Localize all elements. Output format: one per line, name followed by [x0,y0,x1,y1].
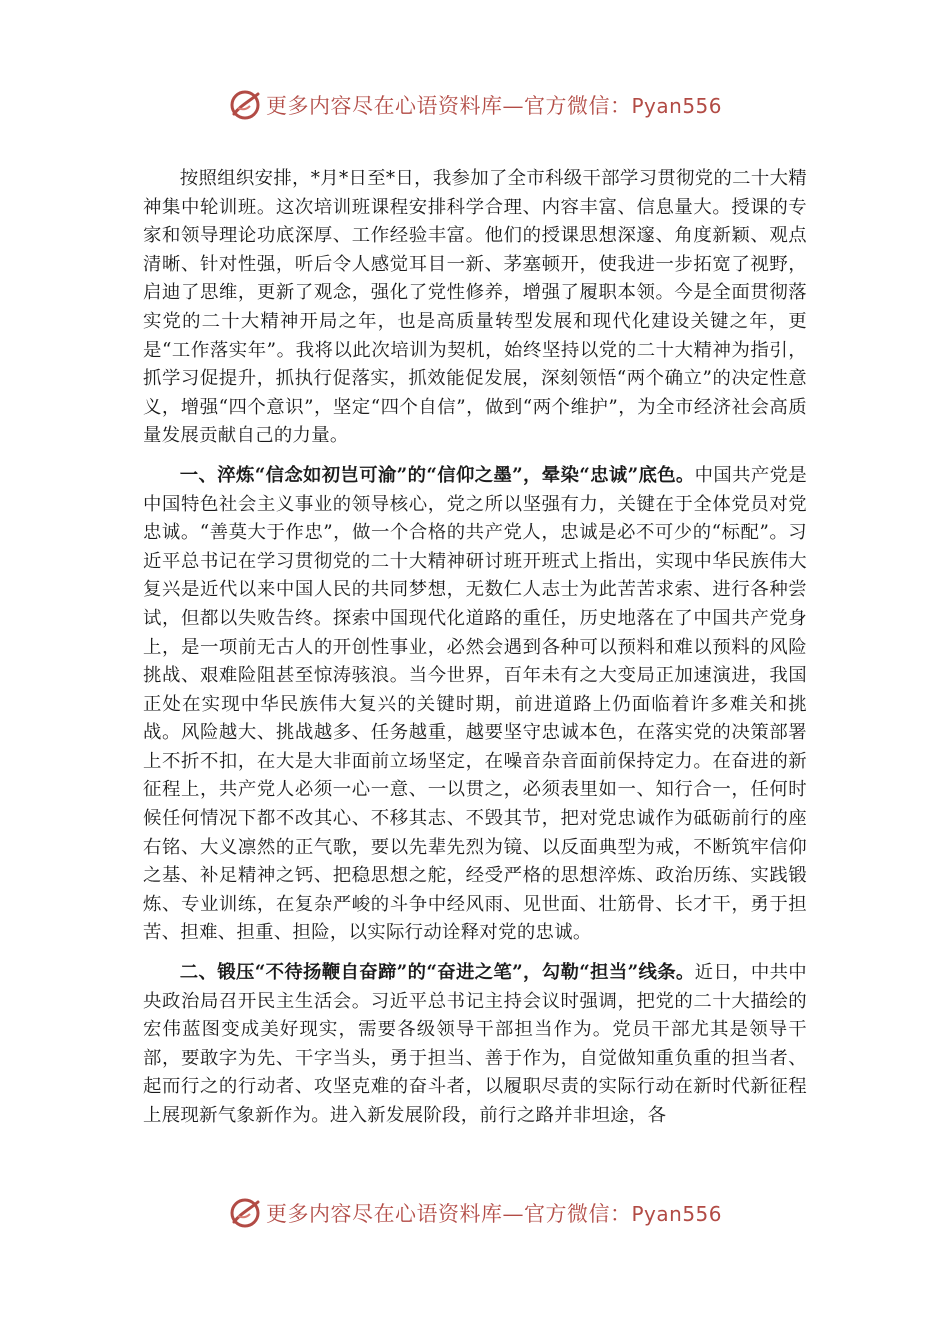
paragraph-text: 中国共产党是中国特色社会主义事业的领导核心，党之所以坚强有力，关键在于全体党员对党忠诚。“善莫大于作忠”，做一个合格的共产党人，忠诚是必不可少的“标配”。习近平总书记在学习贯彻党的二十大精神研讨班开班式上指出，实现中华民族伟大复兴是近代以来中国人民的共同梦想，无数仁人志士为此苦苦求索、进行各种尝试，但都以失败告终。探索中国现代化道路的重任，历史地落在了中国共产党身上，是一项前无古人的开创性事业，必然会遇到各种可以预料和难以预料的风险挑战、艰难险阻甚至惊涛骇浪。当今世界，百年未有之大变局正加速演进，我国正处在实现中华民族伟大复兴的关键时期，前进道路上仍面临着许多难关和挑战。风险越大、挑战越多、任务越重，越要坚守忠诚本色，在落实党的决策部署上不折不扣，在大是大非面前立场坚定，在噪音杂音面前保持定力。在奋进的新征程上，共产党人必须一心一意、一以贯之，必须表里如一、知行合一，任何时候任何情况下都不改其心、不移其志、不毁其节，把对党忠诚作为砥砺前行的座右铭、大义凛然的正气歌，要以先辈先烈为镜、以反面典型为戒，不断筑牢信仰之基、补足精神之钙、把稳思想之舵，经受严格的思想淬炼、政治历练、实践锻炼、专业训练，在复杂严峻的斗争中经风雨、见世面、壮筋骨、长才干，勇于担苦、担难、担重、担险，以实际行动诠释对党的忠诚。 [143,464,807,944]
header-banner [0,85,950,125]
banner-text: 更多内容尽在心语资料库—官方微信：Pyan556 [265,1202,722,1226]
paragraph-text: 近日，中共中央政治局召开民主生活会。习近平总书记主持会议时强调，把党的二十大描绘的宏伟蓝图变成美好现实，需要各级领导干部担当作为。党员干部尤其是领导干部，要敢字为先、干字当头，勇于担当、善于作为，自觉做知重负重的担当者、起而行之的行动者、攻坚克难的奋斗者，以履职尽责的实际行动在新时代新征程上展现新气象新作为。进入新发展阶段，前行之路并非坦途，各 [143,962,807,1126]
brush-circle-logo-icon [228,88,262,122]
section-heading: 一、淬炼“信念如初岂可渝”的“信仰之墨”，晕染“忠诚”底色。 [179,464,695,486]
footer-banner [0,1193,950,1233]
wechat-id: Pyan556 [631,1202,722,1226]
document-body [143,165,807,1131]
brush-circle-logo-icon [228,1196,262,1230]
paragraph-intro [143,165,807,451]
paragraph-text: 按照组织安排，*月*日至*日，我参加了全市科级干部学习贯彻党的二十大精神集中轮训班。这次培训班课程安排科学合理、内容丰富、信息量大。授课的专家和领导理论功底深厚、工作经验丰富。他们的授课思想深邃、角度新颖、观点清晰、针对性强，听后令人感觉耳目一新、茅塞顿开，使我进一步拓宽了视野，启迪了思维，更新了观念，强化了党性修养，增强了履职本领。今是全面贯彻落实党的二十大精神开局之年，也是高质量转型发展和现代化建设关键之年，更是“工作落实年”。我将以此次培训为契机，始终坚持以党的二十大精神为指引，抓学习促提升，抓执行促落实，抓效能促发展，深刻领悟“两个确立”的决定性意义，增强“四个意识”，坚定“四个自信”，做到“两个维护”，为全市经济社会高质量发展贡献自己的力量。 [143,168,807,447]
paragraph-section-1 [143,462,807,948]
paragraph-section-2 [143,959,807,1131]
banner-text: 更多内容尽在心语资料库—官方微信：Pyan556 [265,94,722,118]
section-heading: 二、锻压“不待扬鞭自奋蹄”的“奋进之笔”，勾勒“担当”线条。 [179,962,695,984]
wechat-id: Pyan556 [631,94,722,118]
